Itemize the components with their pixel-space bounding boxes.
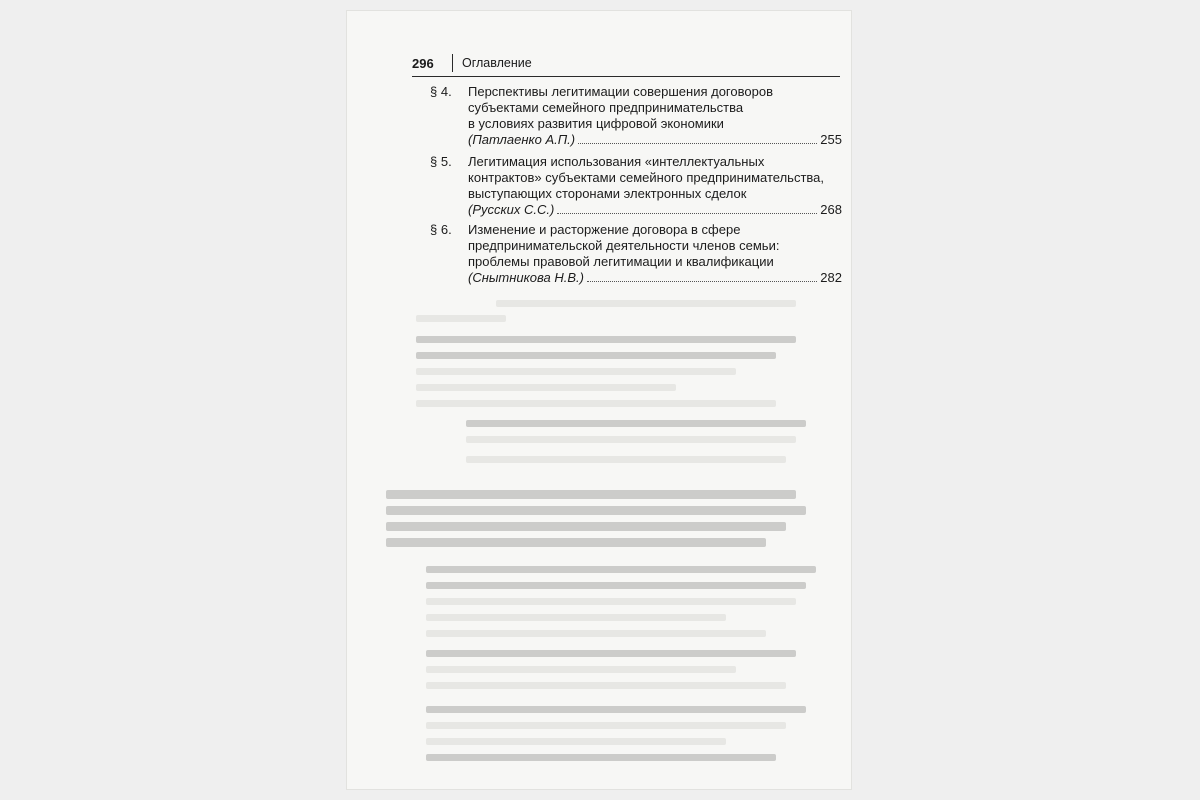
entry-body <box>468 154 842 218</box>
page-number: 296 <box>412 56 434 71</box>
entry-title-line: выступающих сторонами электронных сделок <box>468 186 747 201</box>
dot-leader <box>587 280 817 282</box>
entry-page-number: 282 <box>820 270 842 285</box>
entry-title-line: проблемы правовой легитимации и квалификации <box>468 254 774 269</box>
entry-author: (Снытникова Н.В.) <box>468 270 584 285</box>
entry-page-number: 268 <box>820 202 842 217</box>
entry-title-line: контрактов» субъектами семейного предпринимательства, <box>468 170 825 185</box>
entry-title-line: Легитимация использования «интеллектуальных <box>468 154 765 169</box>
entry-title-line: Изменение и расторжение договора в сфере <box>468 222 741 237</box>
header-divider <box>452 54 453 72</box>
entry-title-line: Перспективы легитимации совершения договоров <box>468 84 773 99</box>
author-row <box>468 270 842 286</box>
entry-title-line: в условиях развития цифровой экономики <box>468 116 724 131</box>
entry-body <box>468 84 842 148</box>
entry-title-line: субъектами семейного предпринимательства <box>468 100 744 115</box>
section-number: § 6. <box>430 222 452 237</box>
author-row <box>468 132 842 148</box>
dot-leader <box>557 212 817 214</box>
book-page <box>346 10 852 790</box>
section-number: § 5. <box>430 154 452 169</box>
entry-author: (Патлаенко А.П.) <box>468 132 576 147</box>
section-number: § 4. <box>430 84 452 99</box>
dot-leader <box>578 142 817 144</box>
author-row <box>468 202 842 218</box>
header-title: Оглавление <box>462 56 532 70</box>
entry-title-line: предпринимательской деятельности членов семьи: <box>468 238 780 253</box>
entry-page-number: 255 <box>820 132 842 147</box>
running-header <box>412 54 840 77</box>
entry-body <box>468 222 842 286</box>
entry-author: (Русских С.С.) <box>468 202 555 217</box>
